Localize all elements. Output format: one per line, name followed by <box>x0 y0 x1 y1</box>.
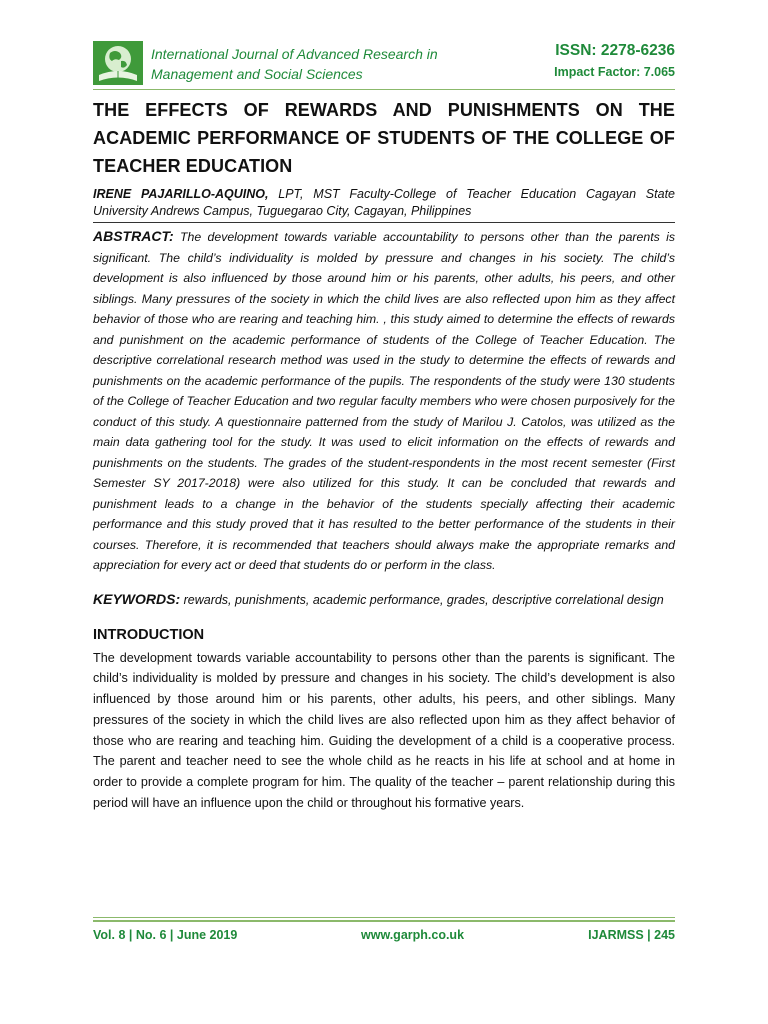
abstract-text: The development towards variable accountability to persons other than the parents is significant. The child’s individuality is molded by pressure and changes in his society. The child’s development is also influenced by those around him or his parents, other adults, his peers, and other siblings. Many pressures of the society in which the child lives are also reflected upon him as they affect behavior of those who are rearing and teaching him. , this study aimed to determine the effects of rewards and punishment on the academic performance of students of the College of Teacher Education. The descriptive correlational research method was used in the study to determine the effects of rewards and punishments on the academic performance of the pupils. The respondents of the study were 130 students of the College of Teacher Education and two regular faculty members who were chosen purposively for the conduct of this study. A questionnaire patterned from the study of Marilou J. Catolos, was utilized as the main data gathering tool for the study. It was used to elicit information on the effects of rewards and punishments on the students. The grades of the student-respondents in the most recent semester (First Semester SY 2017-2018) were also utilized for this study. It can be concluded that rewards and punishment leads to a change in the behavior of the students specially affecting their academic performance and this study proved that it has resulted to the better performance of the students in their courses. Therefore, it is recommended that teachers should always make the appropriate remarks and appreciation for every act or deed that students do or perform in the class. <box>93 230 675 572</box>
abstract-label: ABSTRACT: <box>93 228 174 244</box>
abstract <box>93 226 675 576</box>
keywords-label: KEYWORDS: <box>93 590 181 607</box>
page-footer <box>93 928 675 948</box>
website-link[interactable]: www.garph.co.uk <box>361 928 465 942</box>
journal-name <box>151 44 471 84</box>
page-header <box>93 40 675 88</box>
footer-divider-thick <box>93 920 675 922</box>
paper-body <box>93 96 675 814</box>
journal-page-number: IJARMSS | 245 <box>588 928 675 942</box>
introduction-text: The development towards variable accountability to persons other than the parents is significant. The child’s individuality is molded by pressure and changes in his society. The child’s development is also influenced by those around him or his parents, other adults, his peers, and other siblings. Many pressures of the society in which the child lives are also reflected upon him as they affect behavior of those who are rearing and teaching him. Guiding the development of a child is a cooperative process. The parent and teacher need to see the whole child as he reacts in his life at school and at home in order to provide a complete program for him. The quality of the teacher – parent relationship during this period will have an influence upon the child or throughout his formative years. <box>93 650 675 811</box>
journal-name-line2: Management and Social Sciences <box>151 66 363 82</box>
volume-info: Vol. 8 | No. 6 | June 2019 <box>93 928 238 942</box>
impact-factor: Impact Factor: 7.065 <box>554 65 675 79</box>
author-name: IRENE PAJARILLO-AQUINO, <box>93 187 269 201</box>
globe-book-icon <box>93 41 143 85</box>
paper-title: THE EFFECTS OF REWARDS AND PUNISHMENTS ON THE ACADEMIC PERFORMANCE OF STUDENTS OF THE COLLEGE OF TEACHER EDUCATION <box>93 100 675 176</box>
author-divider <box>93 222 675 223</box>
footer-divider-thin <box>93 917 675 918</box>
issn: ISSN: 2278-6236 <box>555 42 675 59</box>
author-affiliation: LPT, MST Faculty-College of Teacher Education Cagayan State University Andrews Campus, Tuguegarao City, Cagayan, Philippines <box>93 187 675 218</box>
keywords-text: rewards, punishments, academic performance, grades, descriptive correlational design <box>180 592 664 607</box>
author-line <box>93 186 675 220</box>
header-divider <box>93 89 675 90</box>
journal-name-line1: International Journal of Advanced Research in <box>151 46 438 62</box>
introduction-heading: INTRODUCTION <box>93 626 205 643</box>
keywords <box>93 589 675 611</box>
